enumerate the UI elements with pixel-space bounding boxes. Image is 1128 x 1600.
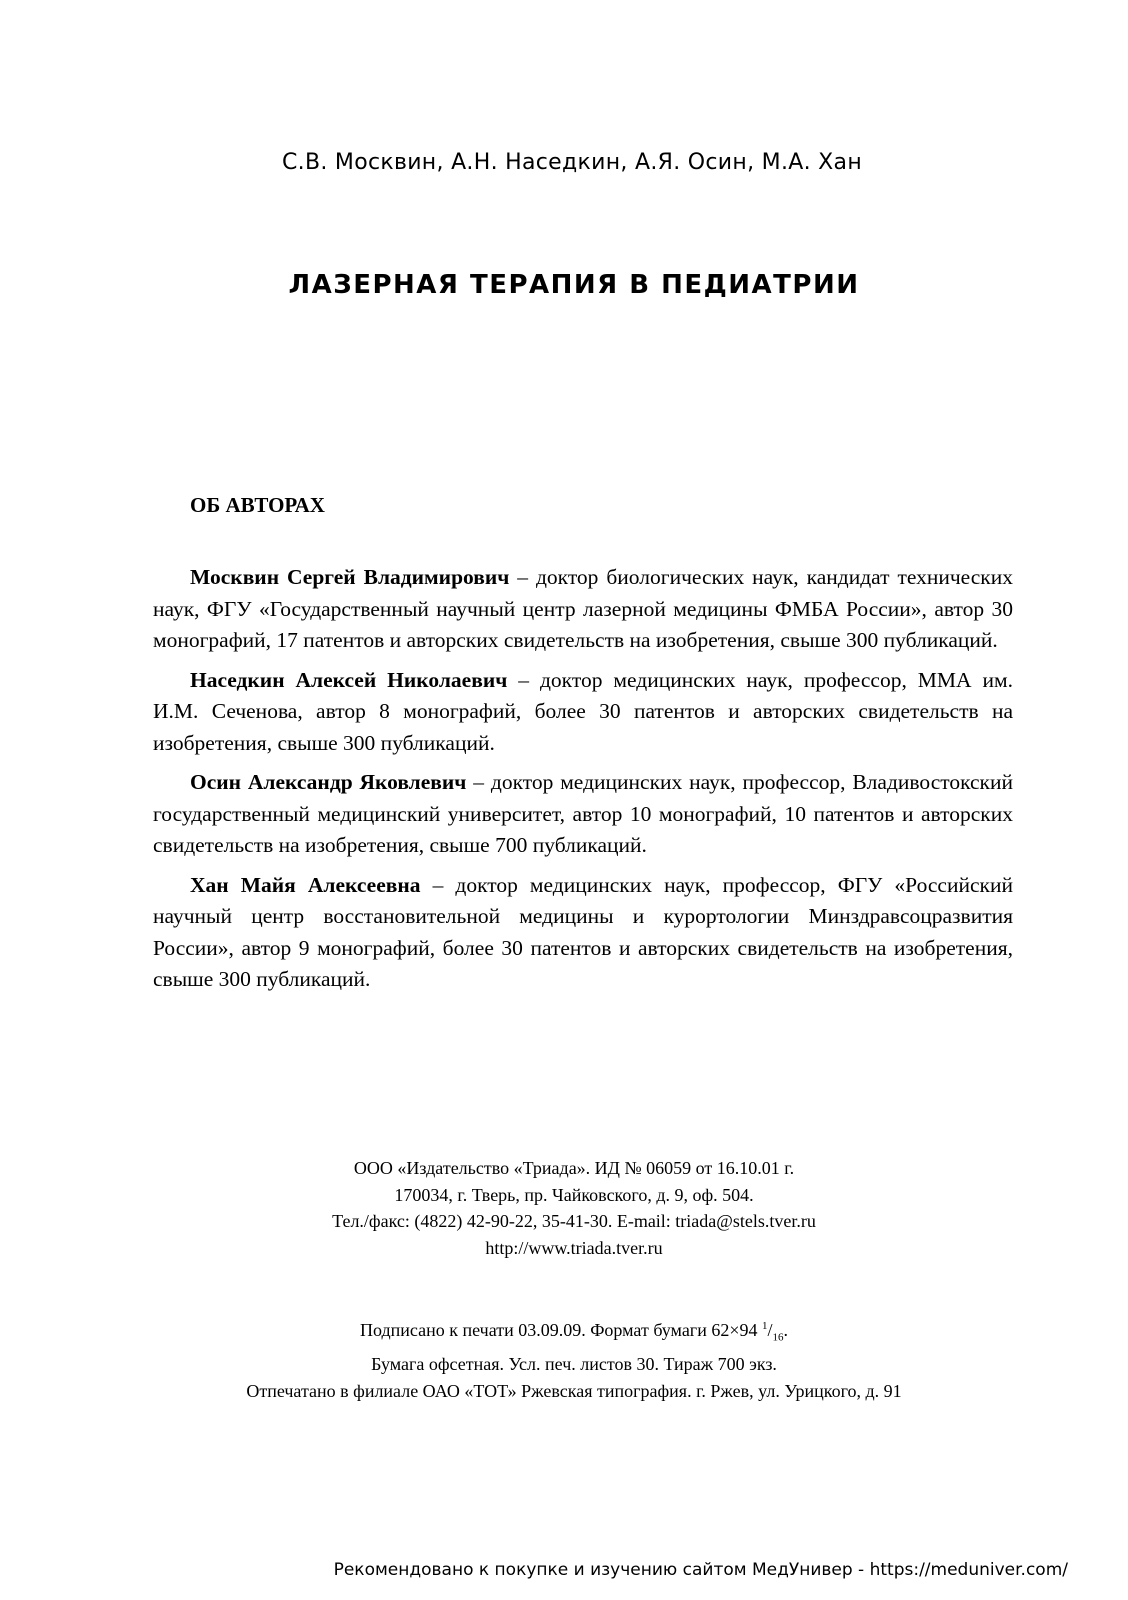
printed-at-line: Отпечатано в филиале ОАО «ТОТ» Ржевская типография. г. Ржев, ул. Урицкого, д. 91	[246, 1380, 902, 1401]
recommendation-footer: Рекомендовано к покупке и изучению сайтом МедУнивер - https://meduniver.com/	[333, 1560, 1068, 1580]
publisher-website-line: http://www.triada.tver.ru	[485, 1237, 663, 1258]
format-fraction-slash: /	[767, 1320, 773, 1340]
author-bio	[153, 562, 1013, 657]
authors-line: С.В. Москвин, А.Н. Наседкин, А.Я. Осин, М.А. Хан	[281, 150, 863, 175]
author-description: – доктор медицинских наук, профессор, ММА им. И.М. Сеченова, автор 8 монографий, более 30 патентов и авторских свидетельств на изобретения, свыше 300 публикаций.	[153, 667, 1013, 755]
printing-info	[10, 1313, 1128, 1404]
author-description: – доктор медицинских наук, профессор, ФГУ «Российский научный центр восстановительной медицины и курортологии Минздравсоцразвития России», автор 9 монографий, более 30 патентов и авторских свидетельств на изобретения, свыше 300 публикаций.	[153, 872, 1013, 991]
publisher-contacts-line: Тел./факс: (4822) 42-90-22, 35-41-30. E-mail: triada@stels.tver.ru	[332, 1211, 816, 1231]
author-name: Осин Александр Яковлевич	[190, 770, 467, 794]
author-description: – доктор биологических наук, кандидат технических наук, ФГУ «Государственный научный центр лазерной медицины ФМБА России», автор 30 монографий, 17 патентов и авторских свидетельств на изобретения, свыше 300 публикаций.	[153, 565, 1013, 652]
author-name: Наседкин Алексей Николаевич	[190, 667, 508, 692]
format-fraction-numerator: 1	[761, 1320, 768, 1332]
book-title: ЛАЗЕРНАЯ ТЕРАПИЯ В ПЕДИАТРИИ	[288, 270, 860, 300]
signed-to-print-end: .	[783, 1320, 788, 1340]
author-bio	[153, 870, 1013, 996]
author-name: Хан Майя Алексеевна	[190, 872, 421, 897]
publisher-address-line: 170034, г. Тверь, пр. Чайковского, д. 9, оф. 504.	[394, 1184, 754, 1205]
author-name: Москвин Сергей Владимирович	[190, 565, 510, 589]
author-bio	[153, 665, 1013, 760]
about-authors-heading: ОБ АВТОРАХ	[190, 493, 325, 517]
author-bios	[153, 562, 1013, 1004]
author-bio	[153, 767, 1013, 862]
author-description: – доктор медицинских наук, профессор, Владивостокский государственный медицинский университет, автор 10 монографий, 10 патентов и авторских свидетельств на изобретения, свыше 700 публикаций.	[153, 770, 1014, 857]
publisher-name-line: ООО «Издательство «Триада». ИД № 06059 от 16.10.01 г.	[353, 1158, 795, 1178]
signed-to-print-text: Подписано к печати 03.09.09. Формат бумаги 62×94	[359, 1320, 762, 1340]
signed-to-print-line	[10, 1313, 1128, 1351]
format-fraction-denominator: 16	[772, 1331, 784, 1344]
paper-info-line: Бумага офсетная. Усл. печ. листов 30. Тираж 700 экз.	[371, 1354, 777, 1375]
publisher-info	[10, 1155, 1128, 1261]
